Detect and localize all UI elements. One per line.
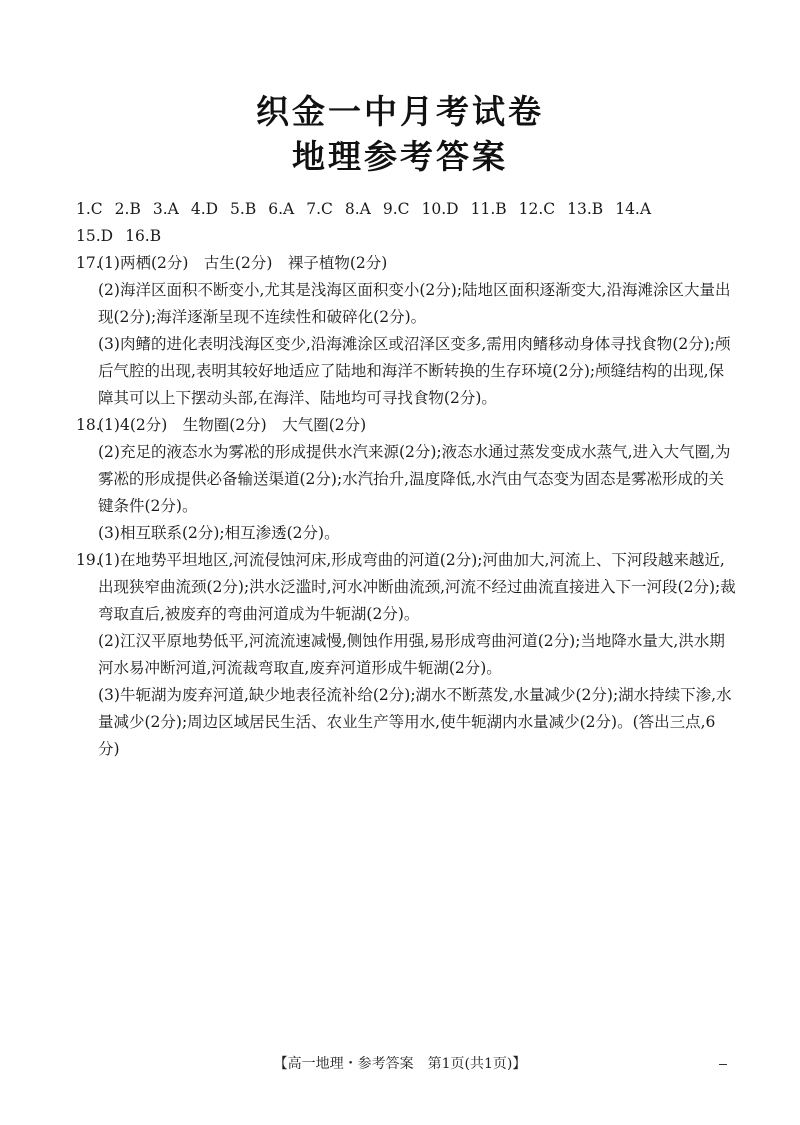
choice-answer: 8.A: [344, 200, 371, 218]
answer-text: (1)两栖(2分) 古生(2分) 裸子植物(2分): [98, 254, 388, 272]
question-18-part-1: [76, 412, 736, 439]
corner-mark: [719, 1064, 727, 1065]
choice-answer: 1.C: [76, 200, 103, 218]
answer-text: (1)4(2分) 生物圈(2分) 大气圈(2分): [98, 416, 367, 434]
question-17-part-1: [76, 250, 736, 277]
choice-answer: 3.A: [152, 200, 179, 218]
choice-answer: 13.B: [567, 200, 604, 218]
choice-answer: 10.D: [421, 200, 459, 218]
page-footer: 【高一地理・参考答案 第1页(共1页)】: [273, 1056, 527, 1072]
question-number: 19.: [76, 551, 101, 569]
question-19: [76, 547, 736, 763]
question-17-part-3: (3)肉鳍的进化表明浅海区变少,沿海滩涂区或沼泽区变多,需用肉鳍移动身体寻找食物(2分);颅后气腔的出现,表明其较好地适应了陆地和海洋不断转换的生存环境(2分);颅缝结构的出现,保障其可以上下摆动头部,在海洋、陆地均可寻找食物(2分)。: [98, 335, 731, 407]
question-17: [76, 250, 736, 412]
choice-answer: 14.A: [615, 200, 652, 218]
choice-answer: 4.D: [190, 200, 219, 218]
choice-answer: 2.B: [114, 200, 141, 218]
question-number: 17.: [76, 254, 101, 272]
choice-answer: 7.C: [306, 200, 333, 218]
exam-title: 织金一中月考试卷: [256, 92, 544, 131]
question-19-part-3: (3)牛轭湖为废弃河道,缺少地表径流补给(2分);湖水不断蒸发,水量减少(2分);湖水持续下渗,水量减少(2分);周边区域居民生活、农业生产等用水,使牛轭湖内水量减少(2分)。(答出三点,6分): [98, 686, 732, 758]
answer-title: 地理参考答案: [292, 137, 508, 176]
choice-answer: 11.B: [470, 200, 507, 218]
question-18: [76, 412, 736, 547]
choice-answer: 6.A: [268, 200, 295, 218]
choice-answer: 12.C: [518, 200, 556, 218]
answer-text: (1)在地势平坦地区,河流侵蚀河床,形成弯曲的河道(2分);河曲加大,河流上、下河段越来越近,出现狭窄曲流颈(2分);洪水泛滥时,河水冲断曲流颈,河流不经过曲流直接进入下一河段(2分);裁弯取直后,被废弃的弯曲河道成为牛轭湖(2分)。: [98, 551, 736, 623]
question-18-part-3: (3)相互联系(2分);相互渗透(2分)。: [98, 524, 340, 542]
choice-answers: [76, 196, 736, 250]
choice-answer: 15.D: [76, 227, 114, 245]
question-19-part-2: (2)江汉平原地势低平,河流流速减慢,侧蚀作用强,易形成弯曲河道(2分);当地降水量大,洪水期河水易冲断河道,河流裁弯取直,废弃河道形成牛轭湖(2分)。: [98, 632, 725, 677]
answer-content: [76, 196, 736, 763]
choice-answer: 9.C: [382, 200, 410, 218]
question-18-part-2: (2)充足的液态水为雾凇的形成提供水汽来源(2分);液态水通过蒸发变成水蒸气,进入大气圈,为雾凇的形成提供必备输送渠道(2分);水汽抬升,温度降低,水汽由气态变为固态是雾凇形成的关键条件(2分)。: [98, 443, 731, 515]
choice-answer: 16.B: [125, 227, 162, 245]
question-17-part-2: (2)海洋区面积不断变小,尤其是浅海区面积变小(2分);陆地区面积逐渐变大,沿海滩涂区大量出现(2分);海洋逐渐呈现不连续性和破碎化(2分)。: [98, 281, 731, 326]
choice-row-2: [76, 223, 736, 250]
question-19-part-1: [76, 547, 736, 628]
choice-row-1: [76, 196, 736, 223]
choice-answer: 5.B: [230, 200, 257, 218]
question-number: 18.: [76, 416, 101, 434]
